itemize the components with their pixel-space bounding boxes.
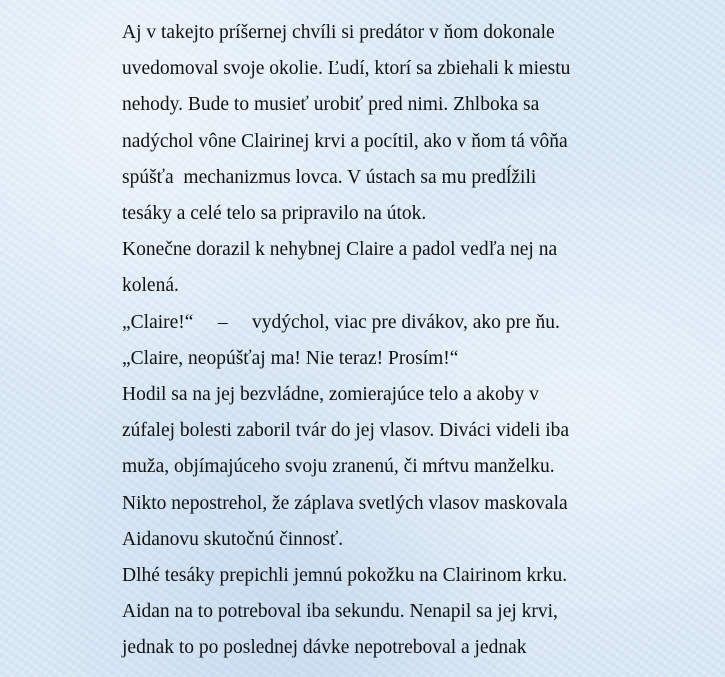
text-line: Aj v takejto príšernej chvíli si predátor v ňom dokonale (122, 22, 555, 43)
text-line: muža, objímajúceho svoju zranenú, či mŕtvu manželku. (122, 456, 555, 478)
text-line: nehody. Bude to musieť urobiť pred nimi. Zhlboka sa (122, 94, 540, 116)
text-line: Aidanovu skutočnú činnosť. (122, 528, 344, 550)
text-line: nadýchol vône Clairinej krvi a pocítil, ako v ňom tá vôňa (122, 130, 568, 152)
text-line: spúšťa mechanizmus lovca. V ústach sa mu predĺžili (122, 166, 537, 188)
text-line: „Claire!“ – vydýchol, viac pre divákov, ako pre ňu. (122, 311, 560, 333)
text-line: Konečne dorazil k nehybnej Claire a padol vedľa nej na (122, 239, 558, 261)
text-line: „Claire, neopúšťaj ma! Nie teraz! Prosím!“ (122, 347, 459, 369)
text-line: uvedomoval svoje okolie. Ľudí, ktorí sa zbiehali k miestu (122, 58, 571, 80)
text-line: Nikto nepostrehol, že záplava svetlých vlasov maskovala (122, 492, 568, 514)
text-line: Hodil sa na jej bezvládne, zomierajúce telo a akoby v (122, 384, 539, 406)
text-line: jednak to po poslednej dávke nepotreboval a jednak (122, 637, 527, 659)
text-line: Dlhé tesáky prepichli jemnú pokožku na Clairinom krku. (122, 565, 568, 587)
body-text (122, 15, 622, 667)
text-line: kolená. (122, 275, 179, 297)
text-line: zúfalej bolesti zaboril tvár do jej vlasov. Diváci videli iba (122, 420, 570, 442)
text-line: Aidan na to potreboval iba sekundu. Nenapil sa jej krvi, (122, 601, 558, 623)
text-line: tesáky a celé telo sa pripravilo na útok. (122, 203, 427, 225)
